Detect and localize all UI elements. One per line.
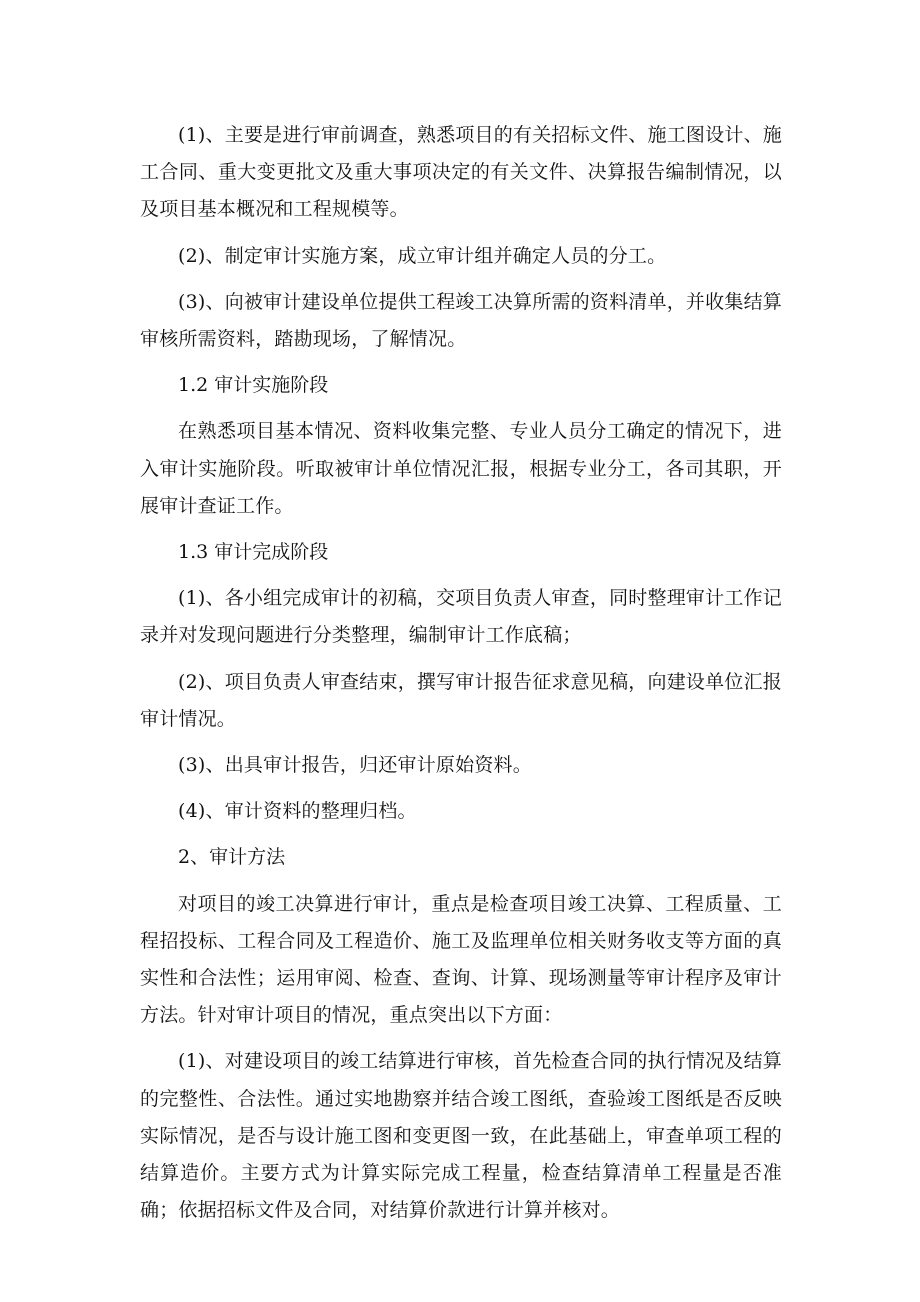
paragraph-settlement-review: (1)、对建设项目的竣工结算进行审核，首先检查合同的执行情况及结算的完整性、合法性。通过实地勘察并结合竣工图纸，查验竣工图纸是否反映实际情况，是否与设计施工图和变更图一致，在此基础上，审查单项工程的结算造价。主要方式为计算实际完成工程量，检查结算清单工程量是否准确；依据招标文件及合同，对结算价款进行计算并核对。: [140, 1050, 782, 1222]
paragraph-pre-audit-survey: (1)、主要是进行审前调查，熟悉项目的有关招标文件、施工图设计、施工合同、重大变更批文及重大事项决定的有关文件、决算报告编制情况，以及项目基本概况和工程规模等。: [140, 124, 782, 221]
heading-implementation-stage: 1.2 审计实施阶段: [178, 374, 329, 397]
document-page: [140, 117, 782, 1238]
paragraph-audit-plan: (2)、制定审计实施方案，成立审计组并确定人员的分工。: [178, 244, 667, 267]
paragraph-implementation: 在熟悉项目基本情况、资料收集完整、专业人员分工确定的情况下，进入审计实施阶段。听取被审计单位情况汇报，根据专业分工，各司其职，开展审计查证工作。: [140, 420, 782, 517]
paragraph-issue-report: (3)、出具审计报告，归还审计原始资料。: [178, 754, 532, 777]
paragraph-report-draft: (2)、项目负责人审查结束，撰写审计报告征求意见稿，向建设单位汇报审计情况。: [140, 670, 782, 730]
heading-completion-stage: 1.3 审计完成阶段: [178, 541, 329, 564]
paragraph-methods-overview: 对项目的竣工决算进行审计，重点是检查项目竣工决算、工程质量、工程招投标、工程合同及工程造价、施工及监理单位相关财务收支等方面的真实性和合法性；运用审阅、检查、查询、计算、现场测量等审计程序及审计方法。针对审计项目的情况，重点突出以下方面：: [140, 892, 782, 1027]
paragraph-archive: (4)、审计资料的整理归档。: [178, 800, 417, 823]
heading-audit-methods: 2、审计方法: [178, 846, 286, 869]
paragraph-draft-review: (1)、各小组完成审计的初稿，交项目负责人审查，同时整理审计工作记录并对发现问题进行分类整理，编制审计工作底稿；: [140, 587, 782, 647]
paragraph-materials-list: (3)、向被审计建设单位提供工程竣工决算所需的资料清单，并收集结算审核所需资料，踏勘现场，了解情况。: [140, 290, 782, 351]
